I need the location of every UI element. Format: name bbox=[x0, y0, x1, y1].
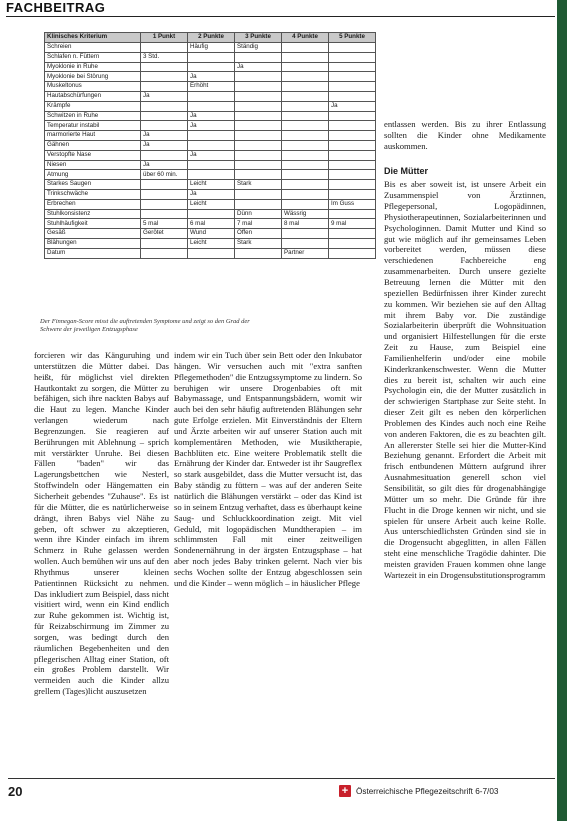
score-cell: Ja bbox=[188, 189, 235, 199]
header-rule bbox=[6, 16, 555, 17]
criterion-cell: Hautabschürfungen bbox=[45, 91, 141, 101]
body-paragraph: entlassen werden. Bis zu ihrer Entlassung sollten die Kinder ohne Medikamente auskommen. bbox=[384, 119, 546, 151]
score-cell bbox=[329, 52, 376, 62]
score-cell bbox=[282, 91, 329, 101]
criterion-cell: Myoklonie bei Störung bbox=[45, 72, 141, 82]
score-cell: Dünn bbox=[235, 209, 282, 219]
score-cell bbox=[282, 62, 329, 72]
article-column-left bbox=[34, 350, 169, 697]
score-cell bbox=[235, 199, 282, 209]
score-cell bbox=[235, 170, 282, 180]
score-cell bbox=[329, 229, 376, 239]
criterion-cell: Erbrechen bbox=[45, 199, 141, 209]
score-cell bbox=[282, 189, 329, 199]
score-cell bbox=[235, 160, 282, 170]
criterion-cell: Krämpfe bbox=[45, 101, 141, 111]
score-cell bbox=[282, 43, 329, 53]
table-row bbox=[45, 180, 376, 190]
table-header-cell: Klinisches Kriterium bbox=[45, 33, 141, 43]
score-cell: Ja bbox=[188, 150, 235, 160]
article-column-right bbox=[384, 119, 546, 581]
score-cell bbox=[282, 72, 329, 82]
score-cell bbox=[235, 121, 282, 131]
score-cell bbox=[329, 62, 376, 72]
score-cell bbox=[188, 160, 235, 170]
criterion-cell: marmorierte Haut bbox=[45, 131, 141, 141]
score-cell bbox=[282, 170, 329, 180]
criterion-cell: Schlafen n. Füttern bbox=[45, 52, 141, 62]
table-header-row bbox=[45, 33, 376, 43]
score-cell bbox=[329, 140, 376, 150]
score-cell bbox=[329, 72, 376, 82]
score-cell bbox=[329, 91, 376, 101]
score-cell bbox=[329, 248, 376, 258]
score-cell bbox=[282, 160, 329, 170]
score-cell bbox=[188, 52, 235, 62]
criterion-cell: Starkes Saugen bbox=[45, 180, 141, 190]
score-cell: Ja bbox=[235, 62, 282, 72]
footer-rule bbox=[8, 778, 555, 779]
score-cell bbox=[282, 140, 329, 150]
side-color-bar bbox=[557, 0, 567, 821]
table-header-cell: 5 Punkte bbox=[329, 33, 376, 43]
table-row bbox=[45, 91, 376, 101]
score-cell: 8 mal bbox=[282, 219, 329, 229]
article-column-middle bbox=[174, 350, 362, 589]
score-cell bbox=[282, 52, 329, 62]
score-cell bbox=[329, 209, 376, 219]
score-cell bbox=[235, 150, 282, 160]
score-cell: Ständig bbox=[235, 43, 282, 53]
score-cell: Stark bbox=[235, 180, 282, 190]
score-cell bbox=[141, 82, 188, 92]
score-cell bbox=[329, 82, 376, 92]
score-cell: Ja bbox=[141, 131, 188, 141]
table-header-cell: 2 Punkte bbox=[188, 33, 235, 43]
criterion-cell: Gesäß bbox=[45, 229, 141, 239]
score-cell: Ja bbox=[141, 140, 188, 150]
score-cell bbox=[141, 150, 188, 160]
score-cell bbox=[329, 180, 376, 190]
score-cell bbox=[282, 199, 329, 209]
score-cell bbox=[282, 180, 329, 190]
score-cell: Stark bbox=[235, 238, 282, 248]
score-cell: Leicht bbox=[188, 199, 235, 209]
score-cell: 6 mal bbox=[188, 219, 235, 229]
table-row bbox=[45, 101, 376, 111]
score-cell bbox=[235, 131, 282, 141]
score-cell: 3 Std. bbox=[141, 52, 188, 62]
table-row bbox=[45, 248, 376, 258]
score-cell bbox=[141, 199, 188, 209]
score-cell: Ja bbox=[188, 72, 235, 82]
table-header-cell: 1 Punkt bbox=[141, 33, 188, 43]
table-row bbox=[45, 238, 376, 248]
table-row bbox=[45, 82, 376, 92]
score-cell bbox=[188, 91, 235, 101]
score-cell: Ja bbox=[141, 160, 188, 170]
score-cell: Erhöht bbox=[188, 82, 235, 92]
journal-logo-icon: + bbox=[339, 785, 351, 797]
table-row bbox=[45, 111, 376, 121]
criterion-cell: Trinkschwäche bbox=[45, 189, 141, 199]
criterion-cell: Verstopfte Nase bbox=[45, 150, 141, 160]
table-row bbox=[45, 219, 376, 229]
table-row bbox=[45, 131, 376, 141]
table-row bbox=[45, 43, 376, 53]
score-cell bbox=[282, 101, 329, 111]
score-cell bbox=[329, 238, 376, 248]
score-cell: Ja bbox=[329, 101, 376, 111]
score-cell bbox=[141, 62, 188, 72]
score-cell bbox=[329, 121, 376, 131]
score-cell: 5 mal bbox=[141, 219, 188, 229]
score-cell: 7 mal bbox=[235, 219, 282, 229]
score-cell bbox=[141, 43, 188, 53]
table-row bbox=[45, 150, 376, 160]
score-cell: Ja bbox=[141, 91, 188, 101]
score-cell: Wässrig bbox=[282, 209, 329, 219]
criterion-cell: Muskeltonus bbox=[45, 82, 141, 92]
score-cell bbox=[235, 140, 282, 150]
score-cell bbox=[329, 160, 376, 170]
section-heading: Die Mütter bbox=[384, 165, 429, 176]
body-paragraph: Bis es aber soweit ist, ist unsere Arbeit ein Zusammenspiel von Ärztinnen, Pflegepersonal, Logopädinnen, Physiotherapeutinnen, Sozialarbeiterinnen und Psychologinnen. Damit Mutter und Kind so gut wie möglich auf ihr gemeinsames Leben vorbereitet werden, müssen diese verschiedenen Fachbereiche eng zusammenarbeiten. Durch unsere gezielte Betreuung lernen die Mütter mit den speziellen Bedürfnissen ihrer Kinder zurecht zu kommen. Wir beziehen sie auf den Alltag mit ihrem Baby vor. Die zuständige Sozialarbeiterin überprüft die Wohnsituation und organisiert Hilfestellungen für die erste Zeit zu Hause, zum Beispiel eine Familienhelferin und/oder eine mobile Kinderkrankenschwester. Wenn die Mutter dies zu bereit ist, schalten wir auch eine Psychologin ein, die der Mutter zusätzlich in der schwierigen Startphase zur Seite steht. In dieser Zeit gilt es neben den körperlichen Problemen des Kindes auch noch eine Reihe von anderen Faktoren, die es zu beachten gilt. An allererster Stelle sei hier die Mutter-Kind Beziehung genannt. Erfordert die Arbeit mit frisch entbundenen Müttern aufgrund ihrer Ausnahmesituation generell schon viel Sensibilität, so gilt dies für drogenabhängige Mütter um so mehr. Die Gründe für ihre Flucht in die Droge kennen wir nicht, und sie spielen für unsere Arbeit auch keine Rolle. Aus unterschiedlichsten Gründen sind sie in die Drogensucht abgeglitten, in allen Fällen steht eine menschliche Tragödie dahinter. Die meisten graviden Frauen kommen ohne lange Wartezeit in ein Drogensubstitutionsprogramm bbox=[384, 179, 546, 580]
table-row bbox=[45, 160, 376, 170]
score-cell bbox=[329, 189, 376, 199]
score-cell bbox=[188, 101, 235, 111]
table-row bbox=[45, 199, 376, 209]
score-cell bbox=[188, 209, 235, 219]
score-cell bbox=[141, 101, 188, 111]
score-cell: Leicht bbox=[188, 180, 235, 190]
score-cell: Ja bbox=[188, 121, 235, 131]
body-paragraph: indem wir ein Tuch über sein Bett oder den Inkubator hängen. Wir versuchen auch mit "extra sanften Pflegemethoden" die Entzugssymptome zu lindern. So beruhigen wir unsere Drogenbabies oft mit Babymassage, und Entspannungsbädern, womit wir auch bei den sehr häufig auftretenden Blähungen sehr gute Erfolge erzielen. Mit Einverständnis der Eltern und Ärzte arbeiten wir auf unserer Station auch mit komplementären Methoden, wie Musiktherapie, Bachblüten etc. Eine weitere Problematik stellt die Ernährung der Kinder dar. Entweder ist ihr Saugreflex so stark ausgebildet, dass die Mutter versucht ist, das Baby ständig zu füttern – was auf der anderen Seite natürlich die Blähungen verstärkt – oder das Kind ist so in seinem Entzug verhaftet, dass es überhaupt keine Saug- und Schluckkoordination zeigt. Mit viel Geduld, mit logopädischen Mundtherapien – im schlimmsten Fall mit einer zeitweiligen Sondenernährung in der ärgsten Entzugsphase – hat aber noch jedes Baby trinken gelernt. Nach vier bis sechs Wochen sollte der Entzug abgeschlossen sein und die Kinder – wenn möglich – in häuslicher Pflege bbox=[174, 350, 362, 588]
score-cell bbox=[329, 150, 376, 160]
criterion-cell: Blähungen bbox=[45, 238, 141, 248]
criterion-cell: Stuhlkonsistenz bbox=[45, 209, 141, 219]
table-row bbox=[45, 52, 376, 62]
table-row bbox=[45, 121, 376, 131]
criterion-cell: Datum bbox=[45, 248, 141, 258]
score-cell bbox=[188, 140, 235, 150]
score-cell bbox=[329, 131, 376, 141]
score-cell bbox=[282, 229, 329, 239]
score-cell bbox=[329, 170, 376, 180]
score-cell bbox=[235, 248, 282, 258]
score-cell: Gerötet bbox=[141, 229, 188, 239]
score-cell: 9 mal bbox=[329, 219, 376, 229]
score-cell: Im Guss bbox=[329, 199, 376, 209]
table-body bbox=[45, 43, 376, 259]
score-cell bbox=[188, 62, 235, 72]
table-row bbox=[45, 140, 376, 150]
score-cell bbox=[141, 180, 188, 190]
score-cell bbox=[235, 189, 282, 199]
body-paragraph: forcieren wir das Känguruhing und unterstützen die Mütter dabei. Das heißt, für möglichst viel direkten Hautkontakt zu sorgen, die Mütter zu befähigen, sich ihre nackten Babys auf die Haut zu legen. Manche Kinder verlangen wiederum nach Begrenzungen. Sie reagieren auf Berührungen mit Ablehnung – sprich mit verstärkter Unruhe. Bei diesen Fällen "baden" wir das Lagerungsbettchen wie Nesterl, Stoffwindeln oder Hängematten ein Sicherheit gebendes "Zuhause". Es ist für die Mütter, die es natürlicherweise drängt, ihren Babys viel Nähe zu geben, oft schwer zu akzeptieren, wenn ihre Kinder einfach im ihrem Schmerz in Ruhe gelassen werden wollen. Auch bemühen wir uns auf den Rhythmus unserer kleinen Patientinnen Rücksicht zu nehmen. Das inkludiert zum Beispiel, dass nicht visitiert wird, wenn ein Kind endlich zur Ruhe gekommen ist. Wichtig ist, für Reizabschirmung im Zimmer zu sorgen, was bedingt durch den räumlichen Begebenheiten und den pflegerischen Alltag einer Station, oft ein großes Problem darstellt. Wir vermeiden auch die Kinder allzu grellem (Tages)licht auszusetzen bbox=[34, 350, 169, 697]
score-cell bbox=[282, 150, 329, 160]
criterion-cell: Gähnen bbox=[45, 140, 141, 150]
score-cell bbox=[329, 111, 376, 121]
score-cell: Häufig bbox=[188, 43, 235, 53]
criterion-cell: Myoklonie in Ruhe bbox=[45, 62, 141, 72]
table-caption: Der Finnegan-Score misst die auftretenden Symptome und zeigt so den Grad der Schwere der jeweiligen Entzugsphase bbox=[40, 318, 250, 333]
score-cell bbox=[235, 82, 282, 92]
score-cell: Leicht bbox=[188, 238, 235, 248]
page-number: 20 bbox=[8, 784, 23, 799]
table-header-cell: 4 Punkte bbox=[282, 33, 329, 43]
score-cell bbox=[141, 189, 188, 199]
score-cell bbox=[282, 111, 329, 121]
criterion-cell: Schwitzen in Ruhe bbox=[45, 111, 141, 121]
table-row bbox=[45, 72, 376, 82]
table-row bbox=[45, 170, 376, 180]
table-row bbox=[45, 209, 376, 219]
score-cell bbox=[282, 238, 329, 248]
score-cell bbox=[235, 91, 282, 101]
score-cell bbox=[141, 209, 188, 219]
finnegan-score-table bbox=[44, 32, 376, 259]
score-cell bbox=[235, 52, 282, 62]
score-cell: über 60 min. bbox=[141, 170, 188, 180]
criterion-cell: Stuhlhäufigkeit bbox=[45, 219, 141, 229]
table-row bbox=[45, 189, 376, 199]
score-cell bbox=[282, 131, 329, 141]
score-cell bbox=[235, 111, 282, 121]
score-cell bbox=[235, 101, 282, 111]
criterion-cell: Niesen bbox=[45, 160, 141, 170]
table-header-cell: 3 Punkte bbox=[235, 33, 282, 43]
score-cell bbox=[329, 43, 376, 53]
score-cell bbox=[188, 170, 235, 180]
score-cell bbox=[141, 238, 188, 248]
score-cell: Offen bbox=[235, 229, 282, 239]
score-cell bbox=[141, 72, 188, 82]
section-title: FACHBEITRAG bbox=[6, 0, 106, 15]
table-row bbox=[45, 229, 376, 239]
score-cell: Wund bbox=[188, 229, 235, 239]
score-cell bbox=[188, 131, 235, 141]
criterion-cell: Temperatur instabil bbox=[45, 121, 141, 131]
score-cell bbox=[282, 82, 329, 92]
score-cell bbox=[141, 111, 188, 121]
score-cell bbox=[141, 248, 188, 258]
score-cell bbox=[282, 121, 329, 131]
score-cell bbox=[141, 121, 188, 131]
score-cell bbox=[188, 248, 235, 258]
criterion-cell: Atmung bbox=[45, 170, 141, 180]
journal-name: Österreichische Pflegezeitschrift 6-7/03 bbox=[356, 787, 499, 796]
score-cell bbox=[235, 72, 282, 82]
table-row bbox=[45, 62, 376, 72]
score-cell: Ja bbox=[188, 111, 235, 121]
score-cell: Partner bbox=[282, 248, 329, 258]
criterion-cell: Schreien bbox=[45, 43, 141, 53]
